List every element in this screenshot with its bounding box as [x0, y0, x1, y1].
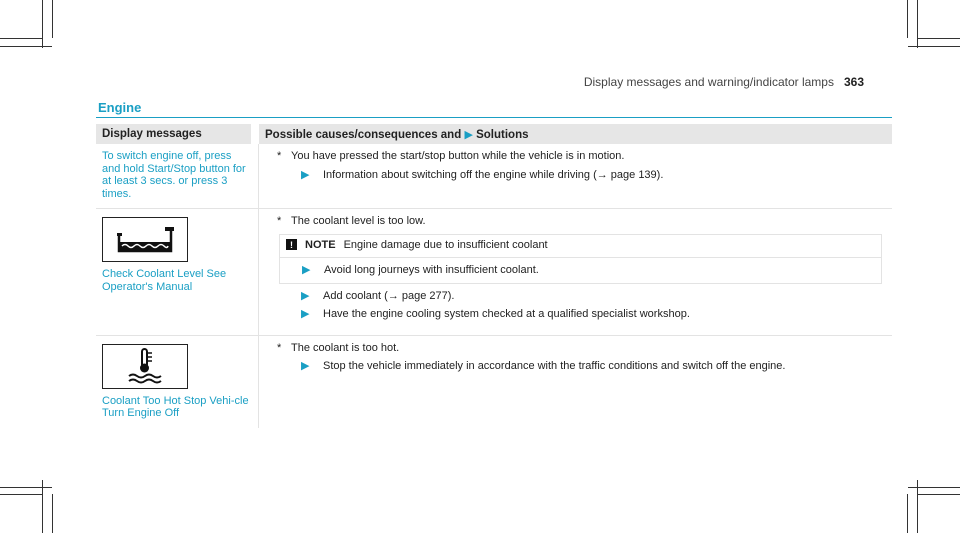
step-text: Have the engine cooling system checked at a qualified specialist workshop. [323, 308, 690, 320]
arrow-icon: ▶ [302, 264, 311, 276]
message-cell [96, 336, 259, 428]
header-title: Display messages and warning/indicator lamps [583, 75, 834, 89]
message-cell [96, 209, 259, 336]
step-text: Avoid long journeys with insufficient coolant. [324, 264, 539, 276]
solution-step [301, 308, 886, 321]
crop-mark [0, 487, 52, 488]
crop-mark [907, 0, 908, 38]
step-text: Stop the vehicle immediately in accordance with the traffic conditions and switch off the engine. [323, 360, 786, 372]
table-row [96, 144, 892, 209]
crop-mark [917, 480, 918, 533]
messages-table [96, 124, 892, 428]
causes-cell [259, 209, 892, 336]
coolant-temperature-icon [102, 344, 188, 389]
col-header-causes: Possible causes/consequences and ▶ Solutions [259, 124, 892, 144]
crop-mark [908, 46, 960, 47]
causes-cell [259, 336, 892, 428]
arrow-icon: ▶ [464, 128, 473, 141]
message-text: Check Coolant Level See Operator's Manual [102, 268, 227, 293]
causes-cell [259, 144, 892, 209]
note-header [280, 235, 881, 259]
crop-mark [0, 46, 52, 47]
section-title: Engine [98, 100, 142, 115]
crop-mark [918, 494, 960, 495]
crop-mark [52, 0, 53, 38]
step-text[interactable]: Add coolant (→ page 277). [323, 289, 455, 302]
crop-mark [0, 38, 42, 39]
cause-item: * The coolant is too hot. [277, 341, 400, 354]
crop-mark [42, 0, 43, 48]
solution-step [301, 360, 886, 373]
arrow-icon: ▶ [301, 289, 310, 302]
message-text: To switch engine off, press and hold Start/Stop button for at least 3 secs. or press 3 times. [96, 144, 259, 209]
cause-item: * You have pressed the start/stop button while the vehicle is in motion. [277, 150, 625, 162]
section-rule [96, 117, 892, 118]
page-number: 363 [843, 75, 864, 89]
crop-mark [52, 494, 53, 533]
cause-item: * The coolant level is too low. [277, 215, 426, 227]
message-text: Coolant Too Hot Stop Vehi-cle Turn Engine Off [102, 394, 249, 419]
note-text: Engine damage due to insufficient coolant [343, 238, 548, 251]
crop-mark [918, 38, 960, 39]
note-label: NOTE [305, 238, 336, 251]
solution-step [301, 290, 886, 303]
crop-mark [908, 487, 960, 488]
arrow-icon: ▶ [301, 360, 310, 372]
crop-mark [42, 480, 43, 533]
coolant-level-icon [102, 217, 188, 262]
bullet-star: * [277, 150, 282, 162]
table-row [96, 336, 892, 428]
crop-mark [917, 0, 918, 48]
step-text[interactable]: Information about switching off the engine while driving (→ page 139). [323, 168, 664, 181]
table-row [96, 209, 892, 336]
crop-mark [907, 494, 908, 533]
col-header-messages: Display messages [96, 124, 259, 144]
solution-step [301, 169, 886, 182]
page-header [584, 75, 864, 89]
arrow-icon: ▶ [301, 308, 310, 320]
crop-mark [0, 494, 42, 495]
bullet-star: * [277, 215, 282, 227]
note-box [279, 234, 882, 284]
arrow-icon: ▶ [301, 168, 310, 181]
bullet-star: * [277, 341, 282, 354]
warning-icon: ! [286, 239, 297, 250]
solution-step [302, 264, 881, 277]
